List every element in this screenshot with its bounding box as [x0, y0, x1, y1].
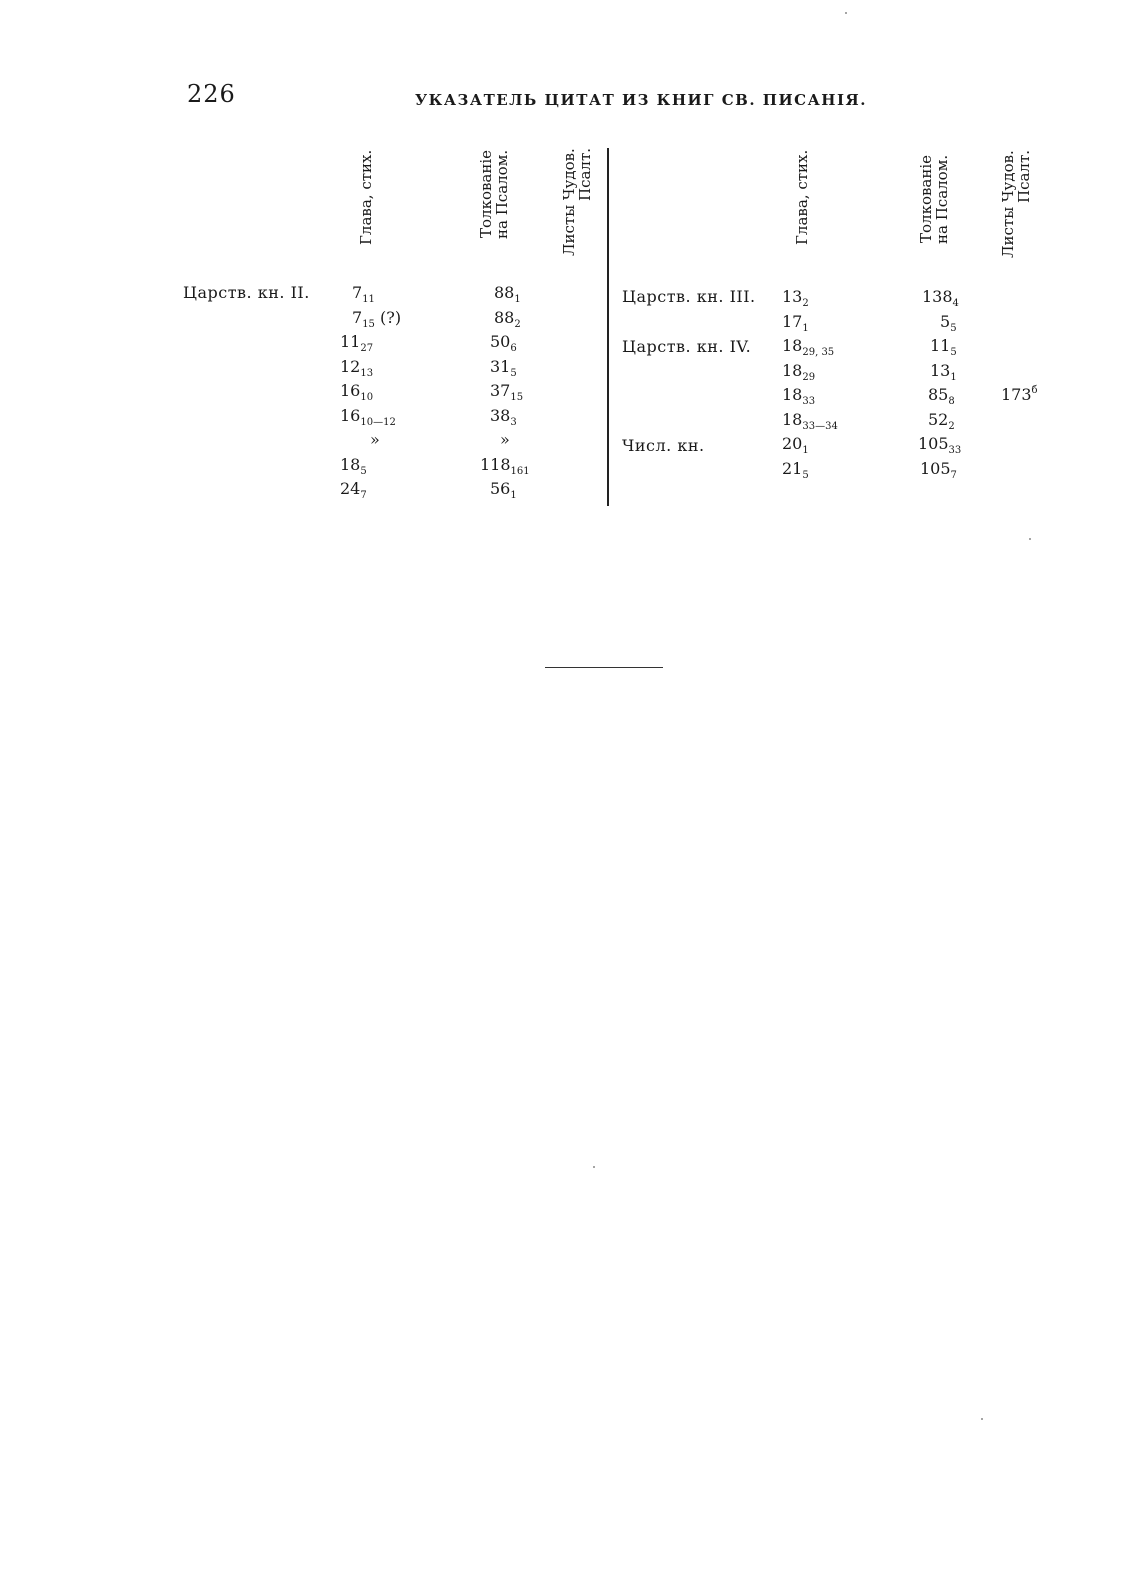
chapter-verse-cell: $24_7$: [340, 479, 367, 501]
psalm-commentary-cell: $50_6$: [490, 332, 517, 354]
psalm-commentary-cell: $38_3$: [490, 405, 517, 428]
psalm-commentary-cell: $105_7$: [920, 458, 957, 481]
page-speck: [1029, 538, 1031, 540]
chapter-verse-cell: $18_{29}$: [782, 360, 816, 383]
right-book-label-3: Царств. кн. III.: [622, 287, 756, 306]
chapter-verse-cell: $18_{29, 35}$: [782, 336, 835, 358]
right-chapter-header: Глава, стих.: [793, 150, 811, 246]
right-commentary-header: Толкованіе на Псалом.: [917, 155, 951, 245]
psalm-commentary-cell: $85_8$: [928, 385, 955, 407]
column-divider: [607, 148, 609, 506]
chapter-verse-cell: $21_5$: [782, 458, 809, 481]
chapter-verse-cell: $18_{33}$: [782, 385, 816, 407]
page-speck: [593, 1166, 595, 1168]
page-number: 226: [187, 80, 236, 108]
right-book-label-num: Числ. кн.: [622, 436, 705, 455]
psalm-commentary-cell: $88_1$: [494, 283, 521, 305]
psalm-commentary-cell: $105_{33}$: [918, 434, 962, 456]
chapter-verse-cell: $16_{10}$: [340, 381, 374, 403]
chapter-verse-cell: $13_2$: [782, 287, 809, 309]
right-leaves-header: Листы Чудов. Псалт.: [999, 150, 1033, 258]
chapter-verse-cell: $11_{27}$: [340, 332, 374, 354]
psalm-commentary-cell: $37_{15}$: [490, 381, 524, 403]
left-commentary-header: Толкованіе на Псалом.: [477, 150, 511, 240]
end-rule: [545, 667, 663, 668]
psalm-commentary-cell: $138_4$: [922, 287, 959, 309]
chapter-verse-cell: $7_{11}$: [352, 283, 375, 305]
chapter-verse-cell: »: [370, 430, 380, 449]
chapter-verse-cell: $7_{15}$ (?): [352, 307, 402, 330]
chapter-verse-cell: $18_{33—34}$: [782, 409, 838, 432]
left-chapter-header: Глава, стих.: [357, 150, 375, 246]
page-speck: [981, 1418, 983, 1420]
psalm-commentary-cell: $5_5$: [940, 311, 957, 334]
psalm-commentary-cell: $56_1$: [490, 479, 517, 501]
psalm-commentary-cell: $31_5$: [490, 356, 517, 379]
chapter-verse-cell: $17_1$: [782, 311, 809, 334]
chapter-verse-cell: $18_5$: [340, 454, 367, 477]
left-book-label: Царств. кн. II.: [183, 283, 310, 302]
chapter-verse-cell: $20_1$: [782, 434, 809, 456]
right-book-label-4: Царств. кн. IV.: [622, 337, 752, 356]
page-title: УКАЗАТЕЛЬ ЦИТАТ ИЗ КНИГ СВ. ПИСАНІЯ.: [415, 91, 867, 109]
psalm-commentary-cell: $11_5$: [930, 336, 957, 358]
psalm-commentary-cell: $13_1$: [930, 360, 957, 383]
psalm-commentary-cell: »: [500, 430, 510, 449]
psalter-leaf-cell: $173^б$: [1001, 385, 1038, 404]
page-speck: [845, 12, 847, 14]
left-leaves-header: Листы Чудов. Псалт.: [560, 148, 594, 256]
chapter-verse-cell: $16_{10—12}$: [340, 405, 396, 428]
psalm-commentary-cell: $88_2$: [494, 307, 521, 330]
chapter-verse-cell: $12_{13}$: [340, 356, 374, 379]
psalm-commentary-cell: $118_{161}$: [480, 454, 530, 477]
psalm-commentary-cell: $52_2$: [928, 409, 955, 432]
